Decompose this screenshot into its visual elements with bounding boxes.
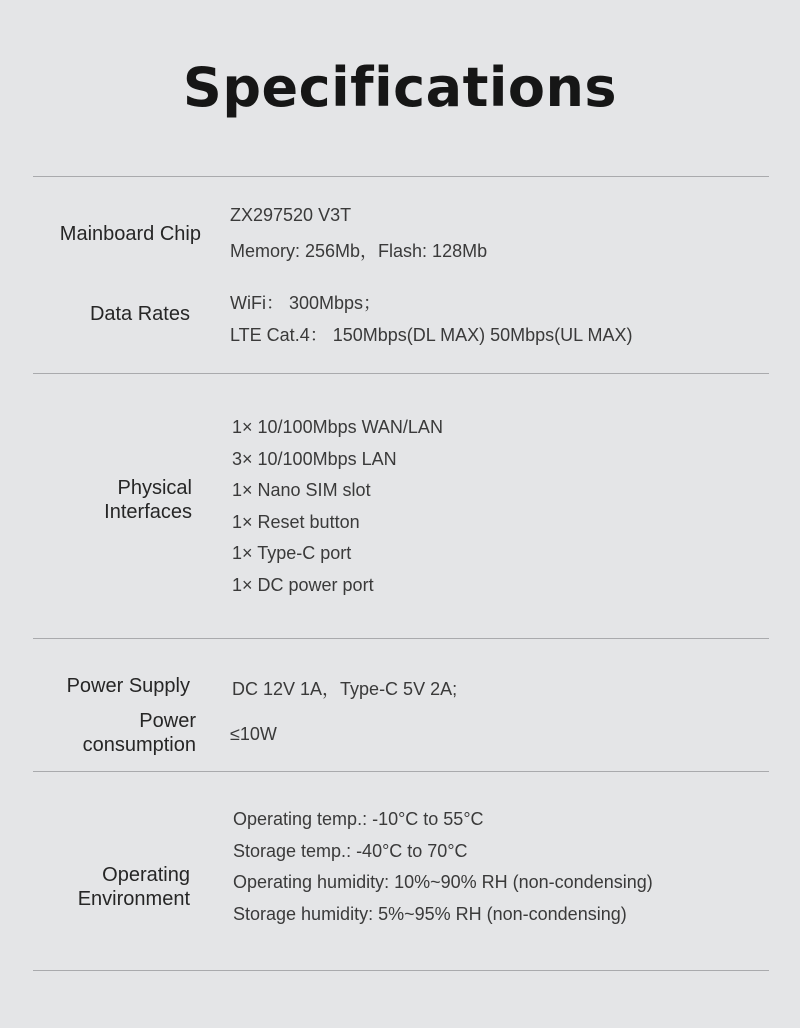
- list-item: Storage humidity: 5%~95% RH (non-condensing): [233, 903, 627, 924]
- section-divider: [33, 970, 769, 971]
- list-item: Storage temp.: -40°C to 70°C: [233, 840, 468, 861]
- power-consumption-value: ≤10W: [230, 724, 277, 744]
- list-item: 3× 10/100Mbps LAN: [232, 448, 397, 469]
- mainboard-chip-label: Mainboard Chip: [59, 223, 201, 245]
- list-item: 1× Nano SIM slot: [232, 480, 371, 501]
- wifi-rate-value: WiFi： 300Mbps；: [230, 293, 382, 313]
- page-title: Specifications: [182, 56, 618, 119]
- section-divider: [33, 176, 769, 177]
- lte-rate-value: LTE Cat.4： 150Mbps(DL MAX) 50Mbps(UL MAX): [230, 325, 633, 345]
- list-item: 1× Type-C port: [232, 543, 352, 564]
- mainboard-chip-model: ZX297520 V3T: [230, 205, 352, 225]
- list-item: 1× DC power port: [232, 574, 374, 595]
- section-divider: [33, 638, 769, 639]
- power-consumption-label: Power consumption: [82, 710, 196, 756]
- physical-interfaces-list: [232, 412, 443, 602]
- mainboard-memory-value: Memory: 256Mb，Flash: 128Mb: [230, 241, 488, 261]
- list-item: Operating humidity: 10%~90% RH (non-condensing): [233, 872, 653, 893]
- list-item: Operating temp.: -10°C to 55°C: [233, 809, 484, 829]
- list-item: 1× 10/100Mbps WAN/LAN: [232, 417, 443, 437]
- operating-environment-label: Operating Environment: [77, 864, 190, 910]
- section-divider: [33, 771, 769, 772]
- operating-environment-list: [233, 804, 653, 930]
- section-divider: [33, 373, 769, 374]
- list-item: 1× Reset button: [232, 511, 360, 532]
- physical-interfaces-label: Physical Interfaces: [104, 477, 192, 523]
- power-supply-label: Power Supply: [66, 675, 190, 697]
- power-supply-value: DC 12V 1A，Type-C 5V 2A;: [232, 679, 458, 699]
- data-rates-label: Data Rates: [89, 303, 190, 325]
